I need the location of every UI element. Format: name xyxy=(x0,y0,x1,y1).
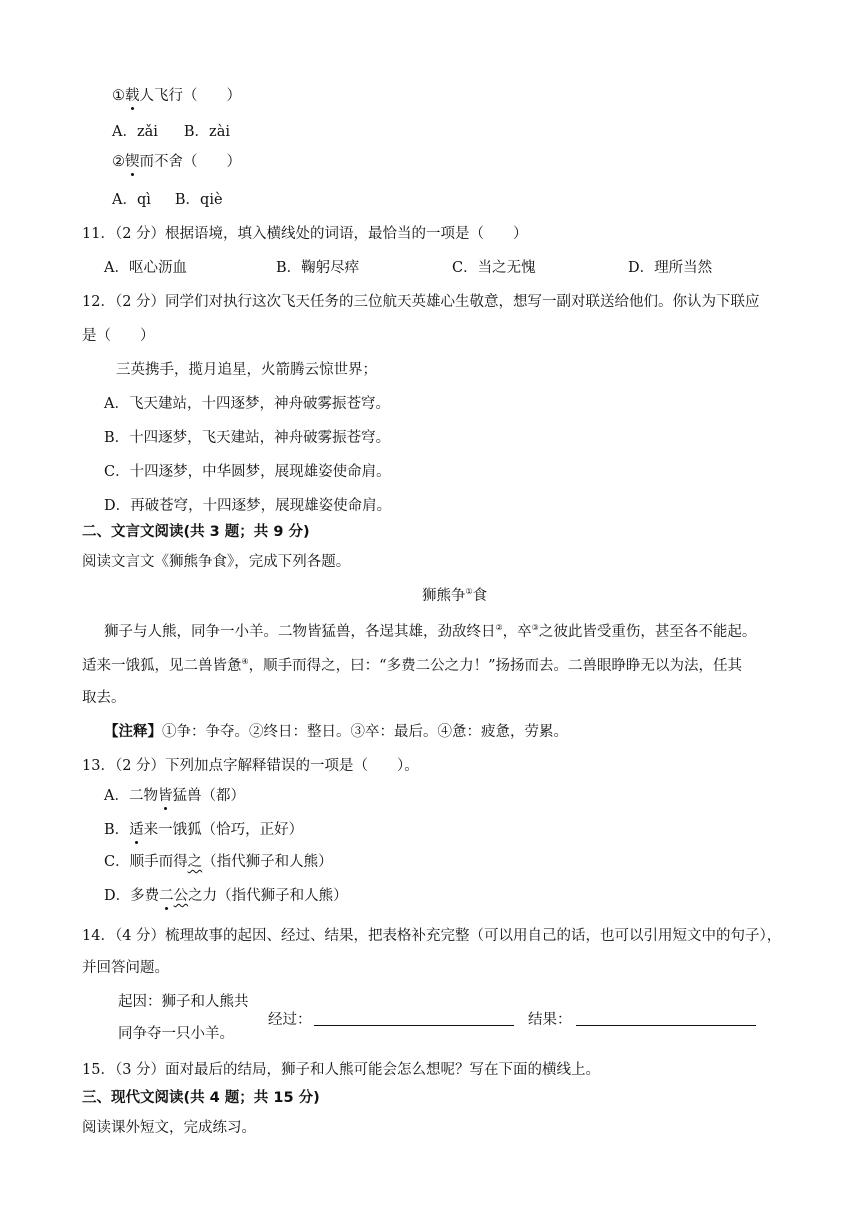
q11-option-d[interactable]: D．理所当然 xyxy=(628,260,713,276)
emphasis-char: 适 xyxy=(129,822,144,838)
q10-item-1-options xyxy=(112,122,230,142)
q13-option-b[interactable]: B．适来一饿狐（恰巧，正好） xyxy=(104,822,304,838)
wavy-char: 之 xyxy=(187,854,203,870)
q12-stem-line-1: 12．（2 分）同学们对执行这次飞天任务的三位航天英雄心生敬意，想写一副对联送给他们。你认为下联应 xyxy=(82,294,760,310)
q14-stem-line-1: 14．（4 分）梳理故事的起因、经过、结果，把表格补充完整（可以用自己的话，也可以引用短文中的句子）， xyxy=(82,928,782,944)
q13-option-a[interactable]: A．二物皆猛兽（都） xyxy=(104,788,245,804)
option-a[interactable]: A．qì xyxy=(112,192,151,208)
passage-line-2: 适来一饿狐，见二兽皆惫④，顺手而得之，曰：“多费二公之力！”扬扬而去。二兽眼睁睁无以为法，任其 xyxy=(82,657,742,674)
footnote-marker: ② xyxy=(495,623,503,633)
q14-process-label: 经过： xyxy=(268,1012,312,1028)
q11-option-b[interactable]: B．鞠躬尽瘁 xyxy=(276,260,360,276)
option-b[interactable]: B．qiè xyxy=(174,192,223,208)
footnote-marker: ③ xyxy=(531,623,539,633)
q14-cause-line-1: 起因：狮子和人熊共 xyxy=(118,994,249,1010)
q12-option-d[interactable]: D．再破苍穹，十四逐梦，展现雄姿使命肩。 xyxy=(104,498,392,514)
footnote-marker: ④ xyxy=(241,657,249,667)
q12-couplet: 三英携手，揽月追星，火箭腾云惊世界； xyxy=(116,362,377,378)
section-2-intro: 阅读文言文《狮熊争食》，完成下列各题。 xyxy=(82,554,351,570)
q11-stem: 11．（2 分）根据语境，填入横线处的词语，最恰当的一项是（ ） xyxy=(82,226,528,242)
q13-stem: 13．（2 分）下列加点字解释错误的一项是（ ）。 xyxy=(82,758,419,774)
passage-title: 狮熊争①食 xyxy=(422,587,488,604)
wavy-char: 公 xyxy=(173,888,189,904)
footnote-marker: ① xyxy=(465,587,473,597)
q13-option-d[interactable]: D．多费二公之力（指代狮子和人熊） xyxy=(104,888,348,904)
q11-option-c[interactable]: C．当之无愧 xyxy=(452,260,536,276)
section-3-intro: 阅读课外短文，完成练习。 xyxy=(82,1120,256,1136)
q10-item-2: ②锲而不舍（ ） xyxy=(112,154,241,170)
q14-cause-line-2: 同争夺一只小羊。 xyxy=(118,1026,234,1042)
q10-item-2-options xyxy=(112,190,223,210)
notes-label: 【注释】 xyxy=(104,724,162,740)
q14-result-label: 结果： xyxy=(528,1012,572,1028)
section-3-heading: 三、现代文阅读(共 4 题；共 15 分) xyxy=(82,1090,320,1106)
passage-line-3: 取去。 xyxy=(82,690,126,706)
q14-result-blank[interactable] xyxy=(576,1025,756,1026)
q10-item-1: ①载人飞行（ ） xyxy=(112,88,241,104)
q14-stem-line-2: 并回答问题。 xyxy=(82,960,169,976)
q15-stem: 15．（3 分）面对最后的结局，狮子和人熊可能会怎么想呢？写在下面的横线上。 xyxy=(82,1062,601,1078)
q12-option-a[interactable]: A．飞天建站，十四逐梦，神舟破雾振苍穹。 xyxy=(104,396,390,412)
section-2-heading: 二、文言文阅读(共 3 题；共 9 分) xyxy=(82,524,310,540)
q12-option-b[interactable]: B．十四逐梦，飞天建站，神舟破雾振苍穹。 xyxy=(104,430,391,446)
q14-process-blank[interactable] xyxy=(314,1025,514,1026)
q13-option-c[interactable]: C．顺手而得之（指代狮子和人熊） xyxy=(104,854,333,870)
passage-line-1: 狮子与人熊，同争一小羊。二物皆猛兽，各逞其雄，劲敌终日②，卒③之彼此皆受重伤，甚至各不能起。 xyxy=(104,623,757,640)
emphasis-char: 载 xyxy=(125,88,140,104)
passage-notes: 【注释】①争：争夺。②终日：整日。③卒：最后。④惫：疲惫，劳累。 xyxy=(104,724,568,740)
q12-stem-line-2: 是（ ） xyxy=(82,328,155,344)
emphasis-char: 锲 xyxy=(125,154,140,170)
emphasis-char: 二 xyxy=(159,888,174,904)
q11-option-a[interactable]: A．呕心沥血 xyxy=(104,260,187,276)
option-a[interactable]: A．zǎi xyxy=(112,124,158,140)
q12-option-c[interactable]: C．十四逐梦，中华圆梦，展现雄姿使命肩。 xyxy=(104,464,391,480)
option-b[interactable]: B．zài xyxy=(183,124,230,140)
emphasis-char: 皆 xyxy=(157,788,173,804)
